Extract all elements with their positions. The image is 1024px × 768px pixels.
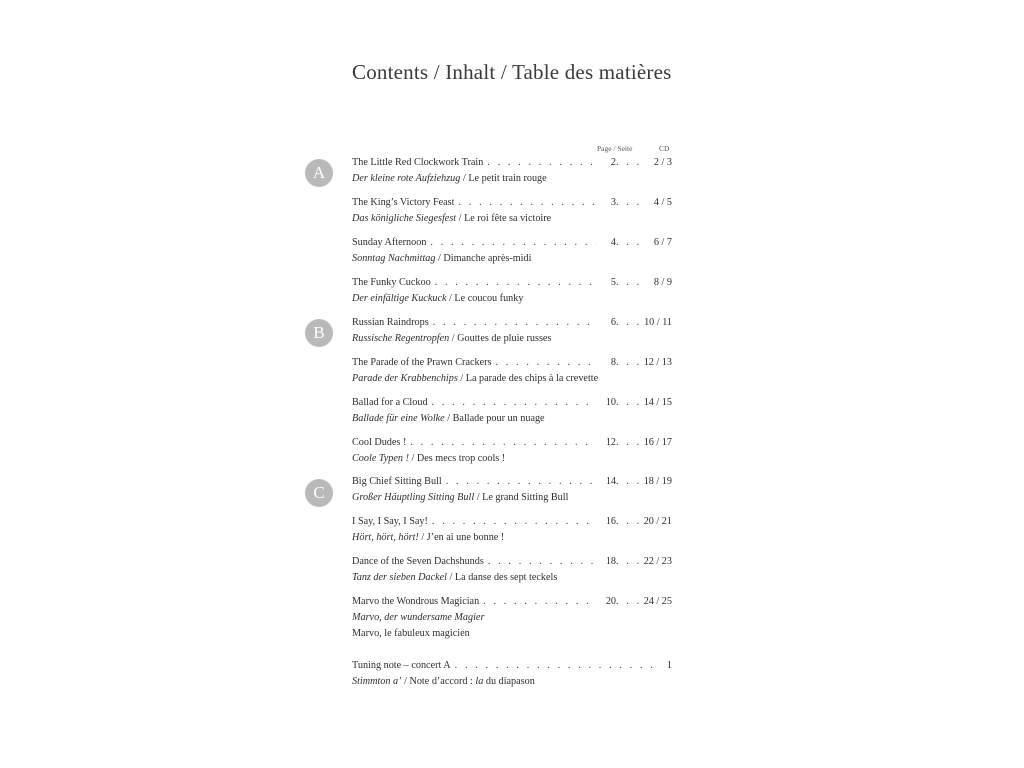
tuning-note-german-title: Stimmton a’ [352,675,402,687]
leader-dots [616,235,642,251]
toc-entry-cd: 10 / 11 [644,317,672,328]
toc-entry-cd: 12 / 13 [643,357,672,368]
toc-entry-french-title: Des mecs trop cools ! [416,452,506,464]
toc-entry-title: The Parade of the Prawn Crackers [352,357,492,368]
toc-entry-title: The Little Red Clockwork Train [352,157,484,168]
toc-entry-german-title: Der kleine rote Aufziehzug [352,172,461,184]
toc-entry[interactable]: Sunday Afternoon . . . 4 . . . 6 / 7 Sonntag Nachmittag / Dimanche après-midi [352,235,672,267]
toc-entry-cd: 6 / 7 [653,237,672,248]
toc-entry-french-title: Le grand Sitting Bull [482,491,569,503]
tuning-note-cd: 1 [666,660,672,671]
toc-entry-title: Sunday Afternoon [352,237,427,248]
leader-dots [616,195,642,211]
toc-entry-french-title: La danse des sept teckels [454,571,558,583]
toc-entry[interactable] [352,594,672,641]
leader-dots [446,474,596,490]
leader-dots [487,155,596,171]
toc-entry-german-title: Coole Typen ! [352,452,409,464]
toc-entry-page: 12 [605,437,616,448]
toc-entry-german-title: Tanz der sieben Dackel [352,571,447,583]
toc-entry-cd: 20 / 21 [643,516,672,527]
cd-column-header: CD [659,144,670,153]
leader-dots [483,594,596,610]
toc-entry-french-title: Le petit train rouge [468,172,547,184]
leader-dots [616,514,642,530]
leader-dots [616,594,642,610]
toc-entry-page: 14 [605,476,616,487]
leader-dots [455,658,658,674]
toc-entry[interactable]: Cool Dudes ! . . . 12 . . . 16 / 17 Coole Typen ! / Des mecs trop cools ! [352,435,672,467]
leader-dots [616,554,642,570]
tuning-note-french-la: la [475,675,484,687]
toc-entry-page: 8 [610,357,616,368]
toc-entry-french-title: Dimanche après-midi [443,252,532,264]
toc-entry-french-title: J’en ai une bonne ! [426,531,505,543]
toc-entry-title: Cool Dudes ! [352,437,407,448]
toc-entry-title: Ballad for a Cloud [352,397,428,408]
toc-entry-title: Dance of the Seven Dachshunds [352,556,484,567]
toc-entry-french-title: Ballade pour un nuage [452,412,545,424]
toc-entry-page: 2 [610,157,616,168]
leader-dots [616,315,642,331]
toc-entry-french-title: Marvo, le fabuleux magicien [352,627,470,639]
tuning-note-french-suffix: du diapason [485,675,535,687]
toc-entry-cd: 4 / 5 [653,197,672,208]
toc-entry-title: The Funky Cuckoo [352,277,431,288]
toc-entry-page: 20 [605,596,616,607]
toc-entry-french-title: Le coucou funky [454,292,524,304]
toc-entry[interactable]: Russian Raindrops . . . 6 . . . 10 / 11 Russische Regentropfen / Gouttes de pluie russes [352,315,672,347]
leader-dots [458,195,596,211]
leader-dots [495,355,596,371]
toc-entry-page: 6 [610,317,616,328]
toc-entry[interactable]: Ballad for a Cloud . . . 10 . . . 14 / 15 Ballade für eine Wolke / Ballade pour un nuage [352,395,672,427]
toc-entry-cd: 2 / 3 [653,157,672,168]
toc-entry-german-title: Ballade für eine Wolke [352,412,445,424]
toc-entry-title: Marvo the Wondrous Magician [352,596,480,607]
leader-dots [435,275,596,291]
page-column-header: Page / Seite [597,144,633,153]
toc-entry-french-title: Le roi fête sa victoire [464,212,552,224]
toc-entry-german-title: Großer Häuptling Sitting Bull [352,491,475,503]
toc-entry-french-title: Gouttes de pluie russes [457,332,552,344]
toc-entry[interactable]: Big Chief Sitting Bull . . . 14 . . . 18 / 19 Großer Häuptling Sitting Bull / Le grand Sitting Bull [352,474,672,506]
toc-entry-german-title: Das königliche Siegesfest [352,212,457,224]
toc-entry-page: 18 [605,556,616,567]
leader-dots [432,395,596,411]
toc-entry-page: 10 [605,397,616,408]
leader-dots [616,275,642,291]
leader-dots [430,235,596,251]
toc-entry-cd: 18 / 19 [643,476,672,487]
toc-entry-title: Big Chief Sitting Bull [352,476,442,487]
toc-entry-cd: 14 / 15 [643,397,672,408]
tuning-note-entry[interactable]: Tuning note – concert A . . . 1 Stimmton a’ / Note d’accord : la du diapason [352,658,672,690]
toc-entry[interactable]: The Little Red Clockwork Train . . . 2 . . . 2 / 3 Der kleine rote Aufziehzug / Le petit train rouge [352,155,672,187]
toc-entry-german-title: Der einfältige Kuckuck [352,292,447,304]
toc-entry-page: 16 [605,516,616,527]
leader-dots [616,355,642,371]
leader-dots [616,155,642,171]
tuning-note-french-prefix: Note d’accord : [409,675,473,687]
toc-entry-cd: 16 / 17 [643,437,672,448]
section-marker-a: A [305,159,333,187]
toc-entry-german-title: Marvo, der wundersame Magier [352,611,485,623]
toc-entry-page: 5 [610,277,616,288]
leader-dots [433,315,596,331]
toc-entry-cd: 24 / 25 [643,596,672,607]
leader-dots [616,395,642,411]
toc-entry-title: Russian Raindrops [352,317,429,328]
toc-entry-german-title: Hört, hört, hört! [352,531,419,543]
toc-entry-page: 3 [610,197,616,208]
leader-dots [432,514,596,530]
toc-entry-german-title: Russische Regentropfen [352,332,450,344]
toc-entry[interactable]: Dance of the Seven Dachshunds . . . 18 . . . 22 / 23 Tanz der sieben Dackel / La danse des sept teckels [352,554,672,586]
toc-entry[interactable]: The King’s Victory Feast . . . 3 . . . 4 / 5 Das königliche Siegesfest / Le roi fête sa victoire [352,195,672,227]
leader-dots [488,554,596,570]
leader-dots [410,435,596,451]
toc-entry-title: I Say, I Say, I Say! [352,516,428,527]
section-marker-c: C [305,479,333,507]
leader-dots [616,474,642,490]
toc-entry-cd: 22 / 23 [643,556,672,567]
toc-entry[interactable]: I Say, I Say, I Say! . . . 16 . . . 20 / 21 Hört, hört, hört! / J’en ai une bonne ! [352,514,672,546]
toc-entry-german-title: Parade der Krabbenchips [352,372,458,384]
toc-entry-title: The King’s Victory Feast [352,197,455,208]
toc-entry-german-title: Sonntag Nachmittag [352,252,436,264]
leader-dots [616,435,642,451]
toc-entry[interactable]: The Funky Cuckoo . . . 5 . . . 8 / 9 Der einfältige Kuckuck / Le coucou funky [352,275,672,307]
page-title: Contents / Inhalt / Table des matières [352,60,672,84]
section-marker-b: B [305,319,333,347]
toc-entry-cd: 8 / 9 [653,277,672,288]
toc-entry[interactable]: The Parade of the Prawn Crackers . . . 8 . . . 12 / 13 Parade der Krabbenchips / La parade des chips à la crevette [352,355,672,387]
tuning-note-title: Tuning note – concert A [352,660,451,671]
toc-entry-page: 4 [610,237,616,248]
toc-entry-french-title: La parade des chips à la crevette [465,372,599,384]
